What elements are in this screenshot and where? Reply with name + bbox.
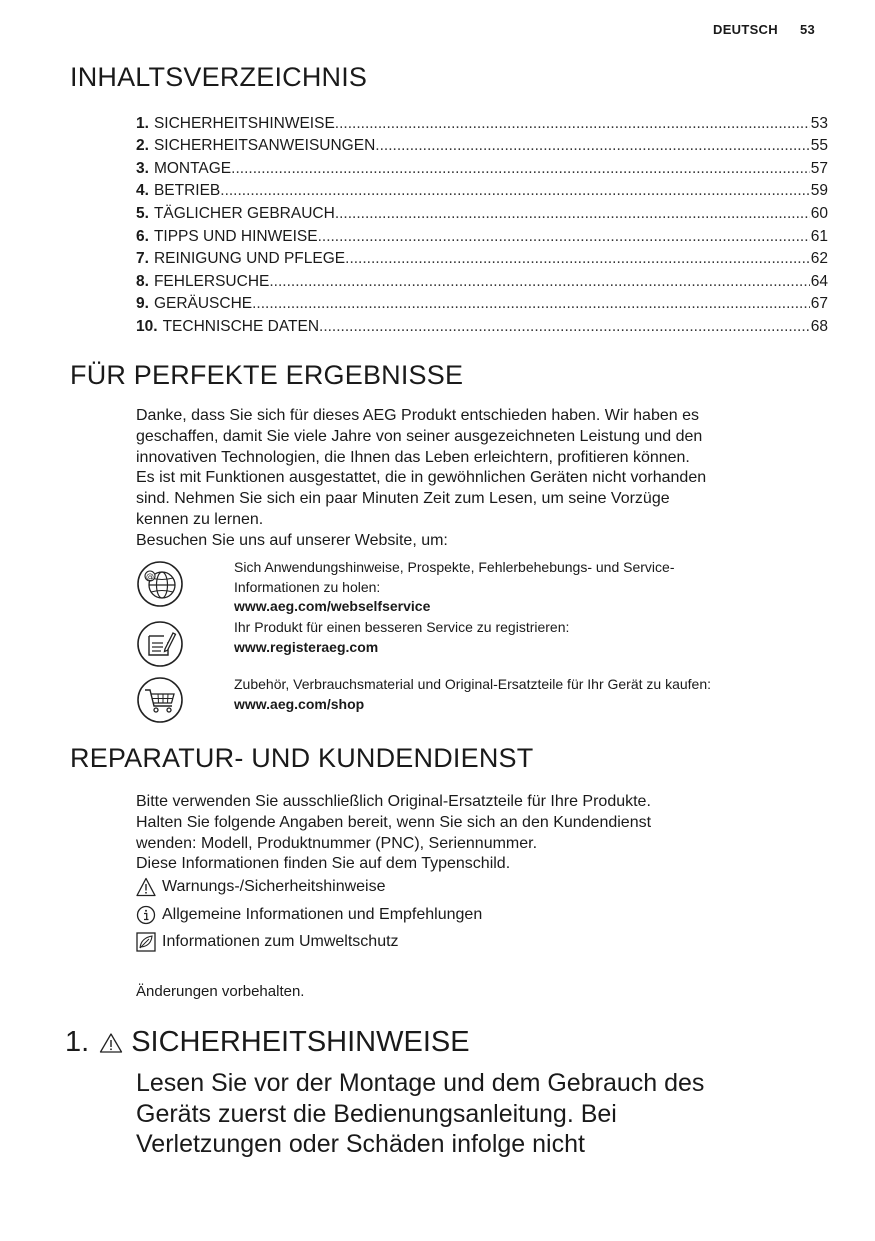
info-icon [136, 905, 156, 925]
toc-list [136, 110, 828, 336]
toc-page: 59 [810, 182, 828, 200]
intro-line: Besuchen Sie uns auf unserer Website, um: [136, 531, 448, 549]
toc-leader [220, 182, 809, 200]
legend-text: Warnungs-/Sicherheitshinweise [162, 878, 386, 895]
toc-num: 1. [136, 114, 149, 132]
cart-icon [136, 676, 184, 724]
warning-icon [136, 877, 156, 897]
toc-page: 53 [810, 114, 828, 132]
leaf-icon [136, 932, 156, 952]
toc-label: TÄGLICHER GEBRAUCH [153, 204, 335, 222]
toc-num: 9. [136, 295, 149, 313]
results-title: FÜR PERFEKTE ERGEBNISSE [70, 360, 464, 390]
section-number: 1. [65, 1026, 90, 1058]
intro-line: kennen zu lernen. [136, 510, 264, 528]
shop-link[interactable]: www.aeg.com/shop [234, 695, 365, 712]
service-line: Diese Informationen finden Sie auf dem Typenschild. [136, 855, 511, 873]
legend-environment [136, 932, 399, 952]
legend-warning [136, 877, 386, 897]
service-line: wenden: Modell, Produktnummer (PNC), Seriennummer. [136, 834, 538, 852]
intro-line: Danke, dass Sie sich für dieses AEG Produkt entschieden haben. Wir haben es [136, 407, 699, 424]
toc-num: 5. [136, 204, 149, 222]
toc-num: 2. [136, 137, 149, 155]
toc-page: 62 [810, 250, 828, 268]
toc-label: TECHNISCHE DATEN [162, 317, 320, 335]
toc-item[interactable] [136, 200, 828, 223]
toc-item[interactable] [136, 291, 828, 314]
intro-line: geschaffen, damit Sie viele Jahre von seiner ausgezeichneten Leistung und den [136, 427, 703, 445]
toc-label: BETRIEB [153, 182, 221, 200]
toc-leader [319, 318, 810, 336]
section-line: Lesen Sie vor der Montage und dem Gebrauch des [136, 1069, 705, 1097]
toc-page: 55 [810, 137, 828, 155]
toc-label: FEHLERSUCHE [153, 272, 270, 290]
toc-leader [231, 160, 810, 178]
toc-num: 6. [136, 227, 149, 245]
intro-line: sind. Nehmen Sie sich ein paar Minuten Zeit zum Lesen, um seine Vorzüge [136, 490, 670, 508]
page-header [713, 22, 815, 37]
toc-num: 3. [136, 159, 149, 177]
toc-num: 4. [136, 182, 149, 200]
intro-line: Es ist mit Funktionen ausgestattet, die in gewöhnlichen Geräten nicht vorhanden [136, 469, 707, 487]
globe-icon [136, 560, 184, 608]
service-line: Halten Sie folgende Angaben bereit, wenn Sie sich an den Kundendienst [136, 813, 652, 831]
header-language: DEUTSCH [713, 22, 778, 37]
page-number: 53 [799, 22, 815, 37]
section-title-text: SICHERHEITSHINWEISE [131, 1026, 470, 1058]
toc-item[interactable] [136, 268, 828, 291]
toc-leader [375, 137, 809, 155]
register-icon [136, 620, 184, 668]
service-text: Ihr Produkt für einen besseren Service zu registrieren: [234, 619, 570, 635]
warning-icon [99, 1032, 123, 1054]
toc-label: GERÄUSCHE [153, 295, 253, 313]
toc-item[interactable] [136, 155, 828, 178]
intro-line: innovativen Technologien, die Ihnen das Leben erleichtern, profitieren können. [136, 448, 690, 466]
legend-text: Informationen zum Umweltschutz [162, 933, 399, 950]
service-text: Zubehör, Verbrauchsmaterial und Original-Ersatzteile für Ihr Gerät zu kaufen: [234, 676, 712, 692]
toc-num: 7. [136, 250, 149, 268]
toc-page: 57 [810, 159, 828, 177]
toc-label: TIPPS UND HINWEISE [153, 227, 318, 245]
toc-item[interactable] [136, 223, 828, 246]
toc-page: 67 [810, 295, 828, 313]
section-line: Verletzungen oder Schäden infolge nicht [136, 1130, 585, 1158]
service-text: Sich Anwendungshinweise, Prospekte, Fehlerbehebungs- und Service- [234, 559, 675, 575]
toc-leader [252, 295, 810, 313]
section-1-title [65, 1026, 470, 1059]
svg-text:@: @ [146, 572, 154, 581]
toc-page: 60 [810, 204, 828, 222]
toc-label: SICHERHEITSHINWEISE [153, 114, 335, 132]
toc-label: MONTAGE [153, 159, 232, 177]
toc-page: 68 [810, 317, 828, 335]
service-line: Bitte verwenden Sie ausschließlich Original-Ersatzteile für Ihre Produkte. [136, 793, 651, 810]
results-intro [136, 406, 706, 552]
service-webselfservice [234, 558, 675, 617]
legend-info [136, 905, 482, 925]
legend-text: Allgemeine Informationen und Empfehlungen [162, 906, 483, 923]
service-register [234, 618, 569, 657]
toc-leader [335, 205, 810, 223]
service-title: REPARATUR- UND KUNDENDIENST [70, 743, 534, 773]
service-text: Informationen zu holen: [234, 578, 381, 595]
service-intro [136, 792, 651, 875]
toc-leader [345, 250, 810, 268]
toc-num: 8. [136, 272, 149, 290]
toc-item[interactable] [136, 110, 828, 133]
toc-num: 10. [136, 317, 158, 335]
toc-item[interactable] [136, 246, 828, 269]
webselfservice-link[interactable]: www.aeg.com/webselfservice [234, 598, 431, 614]
changes-note: Änderungen vorbehalten. [136, 983, 305, 1000]
toc-leader [318, 228, 810, 246]
toc-page: 61 [810, 227, 828, 245]
toc-item[interactable] [136, 133, 828, 156]
toc-leader [269, 273, 809, 291]
register-link[interactable]: www.registeraeg.com [234, 638, 379, 655]
section-line: Geräts zuerst die Bedienungsanleitung. Bei [136, 1099, 617, 1128]
toc-title: INHALTSVERZEICHNIS [70, 62, 368, 92]
service-shop [234, 675, 711, 714]
section-1-text [136, 1068, 704, 1160]
toc-leader [335, 115, 810, 133]
toc-label: SICHERHEITSANWEISUNGEN [153, 137, 376, 155]
toc-label: REINIGUNG UND PFLEGE [153, 250, 346, 268]
toc-item[interactable] [136, 313, 828, 336]
toc-item[interactable] [136, 178, 828, 201]
toc-page: 64 [810, 272, 828, 290]
